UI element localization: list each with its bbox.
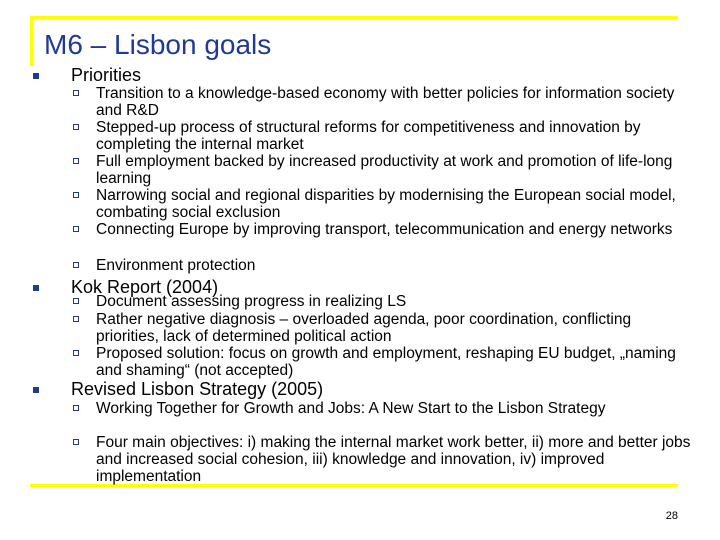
top-accent-bar xyxy=(30,16,678,19)
list-item: Connecting Europe by improving transport, telecommunication and energy networks xyxy=(96,221,673,238)
list-item: Four main objectives: i) making the internal market work better, ii) more and better jobs and increased social cohesion, iii) knowledge and innovation, iv) improved implementation xyxy=(96,434,691,485)
hollow-square-bullet-icon xyxy=(73,262,79,268)
hollow-square-bullet-icon xyxy=(73,124,79,130)
section-heading: Priorities xyxy=(71,65,142,85)
section-heading: Kok Report (2004) xyxy=(71,277,219,297)
hollow-square-bullet-icon xyxy=(73,405,79,411)
square-bullet-icon xyxy=(33,285,39,291)
hollow-square-bullet-icon xyxy=(73,158,79,164)
list-item: Stepped-up process of structural reforms for competitiveness and innovation by completing the internal market xyxy=(96,119,641,153)
list-item: Rather negative diagnosis – overloaded agenda, poor coordination, conflicting priorities, lack of determined political action xyxy=(96,311,632,345)
section-heading: Revised Lisbon Strategy (2005) xyxy=(71,379,324,399)
hollow-square-bullet-icon xyxy=(73,316,79,322)
hollow-square-bullet-icon xyxy=(73,298,79,304)
list-item: Proposed solution: focus on growth and employment, reshaping EU budget, „naming and shaming“ (not accepted) xyxy=(96,345,676,379)
square-bullet-icon xyxy=(33,387,39,393)
left-accent-bar xyxy=(30,16,33,66)
hollow-square-bullet-icon xyxy=(73,192,79,198)
list-item: Transition to a knowledge-based economy with better policies for information society and R&D xyxy=(96,85,675,119)
list-item: Document assessing progress in realizing LS xyxy=(96,293,407,310)
list-item: Working Together for Growth and Jobs: A New Start to the Lisbon Strategy xyxy=(96,400,606,417)
slide-title: M6 – Lisbon goals xyxy=(44,29,272,60)
page-number: 28 xyxy=(665,510,678,522)
hollow-square-bullet-icon xyxy=(73,350,79,356)
list-item: Narrowing social and regional disparities by modernising the European social model, combating social exclusion xyxy=(96,187,676,221)
list-item: Full employment backed by increased productivity at work and promotion of life-long learning xyxy=(96,153,673,187)
hollow-square-bullet-icon xyxy=(73,439,79,445)
hollow-square-bullet-icon xyxy=(73,226,79,232)
square-bullet-icon xyxy=(33,73,39,79)
hollow-square-bullet-icon xyxy=(73,90,79,96)
list-item: Environment protection xyxy=(96,257,256,274)
